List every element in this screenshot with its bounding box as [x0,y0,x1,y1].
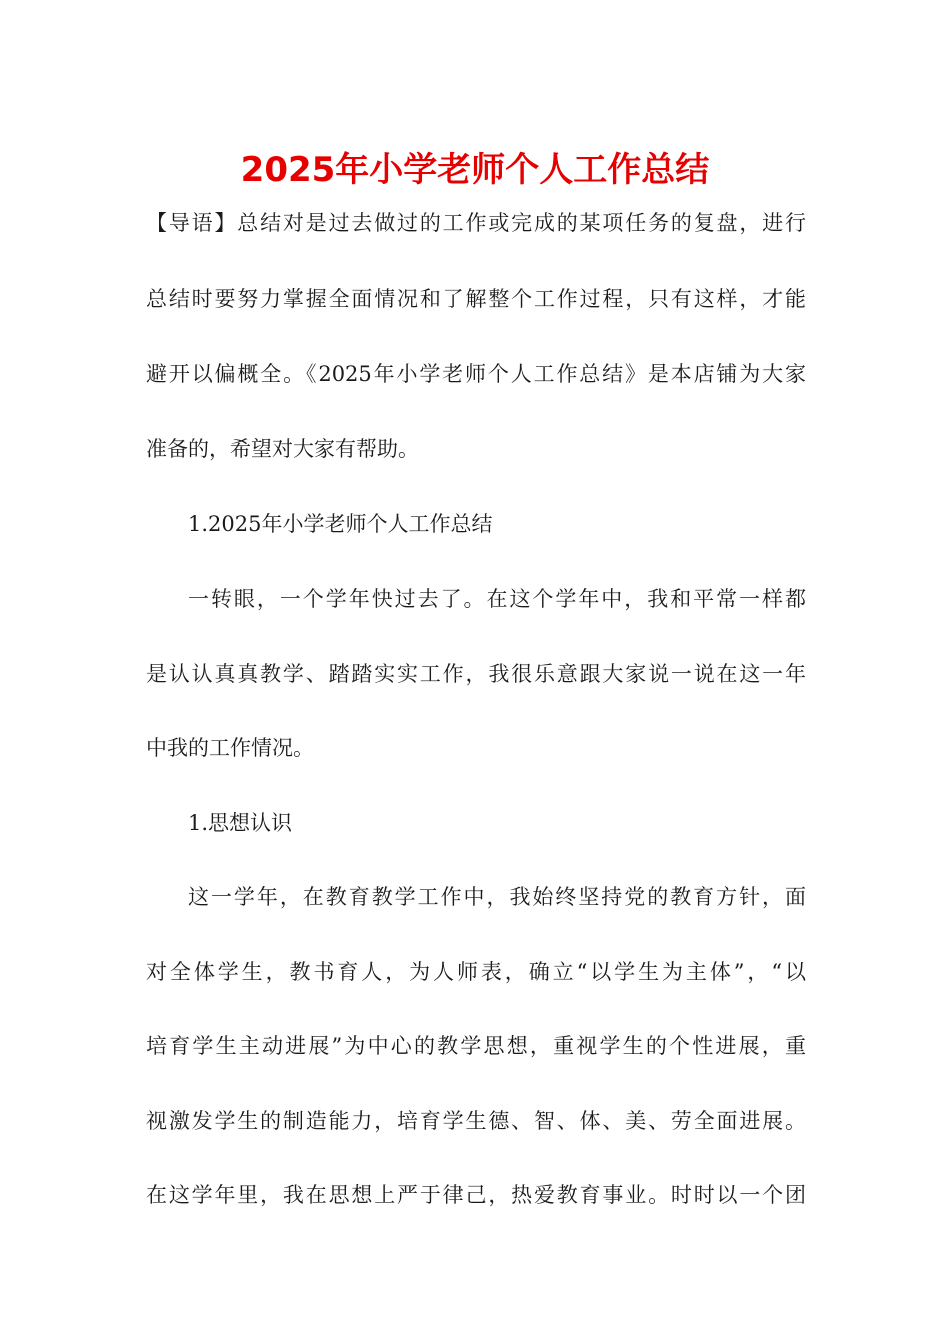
text-line: 【导语】总结对是过去做过的工作或完成的某项任务的复盘，进行 [146,211,806,235]
document-title: 2025年小学老师个人工作总结 [240,150,710,190]
text-line: 避开以偏概全。《2025年小学老师个人工作总结》是本店铺为大家 [146,362,806,386]
text-line: 培育学生主动进展”为中心的教学思想，重视学生的个性进展，重 [146,1034,806,1058]
section-heading: 1.思想认识 [188,811,293,835]
text-line: 这一学年，在教育教学工作中，我始终坚持党的教育方针，面 [188,885,806,909]
text-line: 中我的工作情况。 [146,736,314,760]
text-line: 总结时要努力掌握全面情况和了解整个工作过程，只有这样，才能 [146,287,806,311]
text-line: 准备的，希望对大家有帮助。 [146,437,419,461]
section-heading: 1.2025年小学老师个人工作总结 [188,512,493,536]
text-line: 是认认真真教学、踏踏实实工作，我很乐意跟大家说一说在这一年 [146,662,806,686]
text-line: 对全体学生，教书育人，为人师表，确立“以学生为主体”，“以 [146,960,806,984]
text-line: 在这学年里，我在思想上严于律己，热爱教育事业。时时以一个团 [146,1183,806,1207]
text-line: 一转眼，一个学年快过去了。在这个学年中，我和平常一样都 [188,587,806,611]
text-line: 视激发学生的制造能力，培育学生德、智、体、美、劳全面进展。 [146,1109,806,1133]
